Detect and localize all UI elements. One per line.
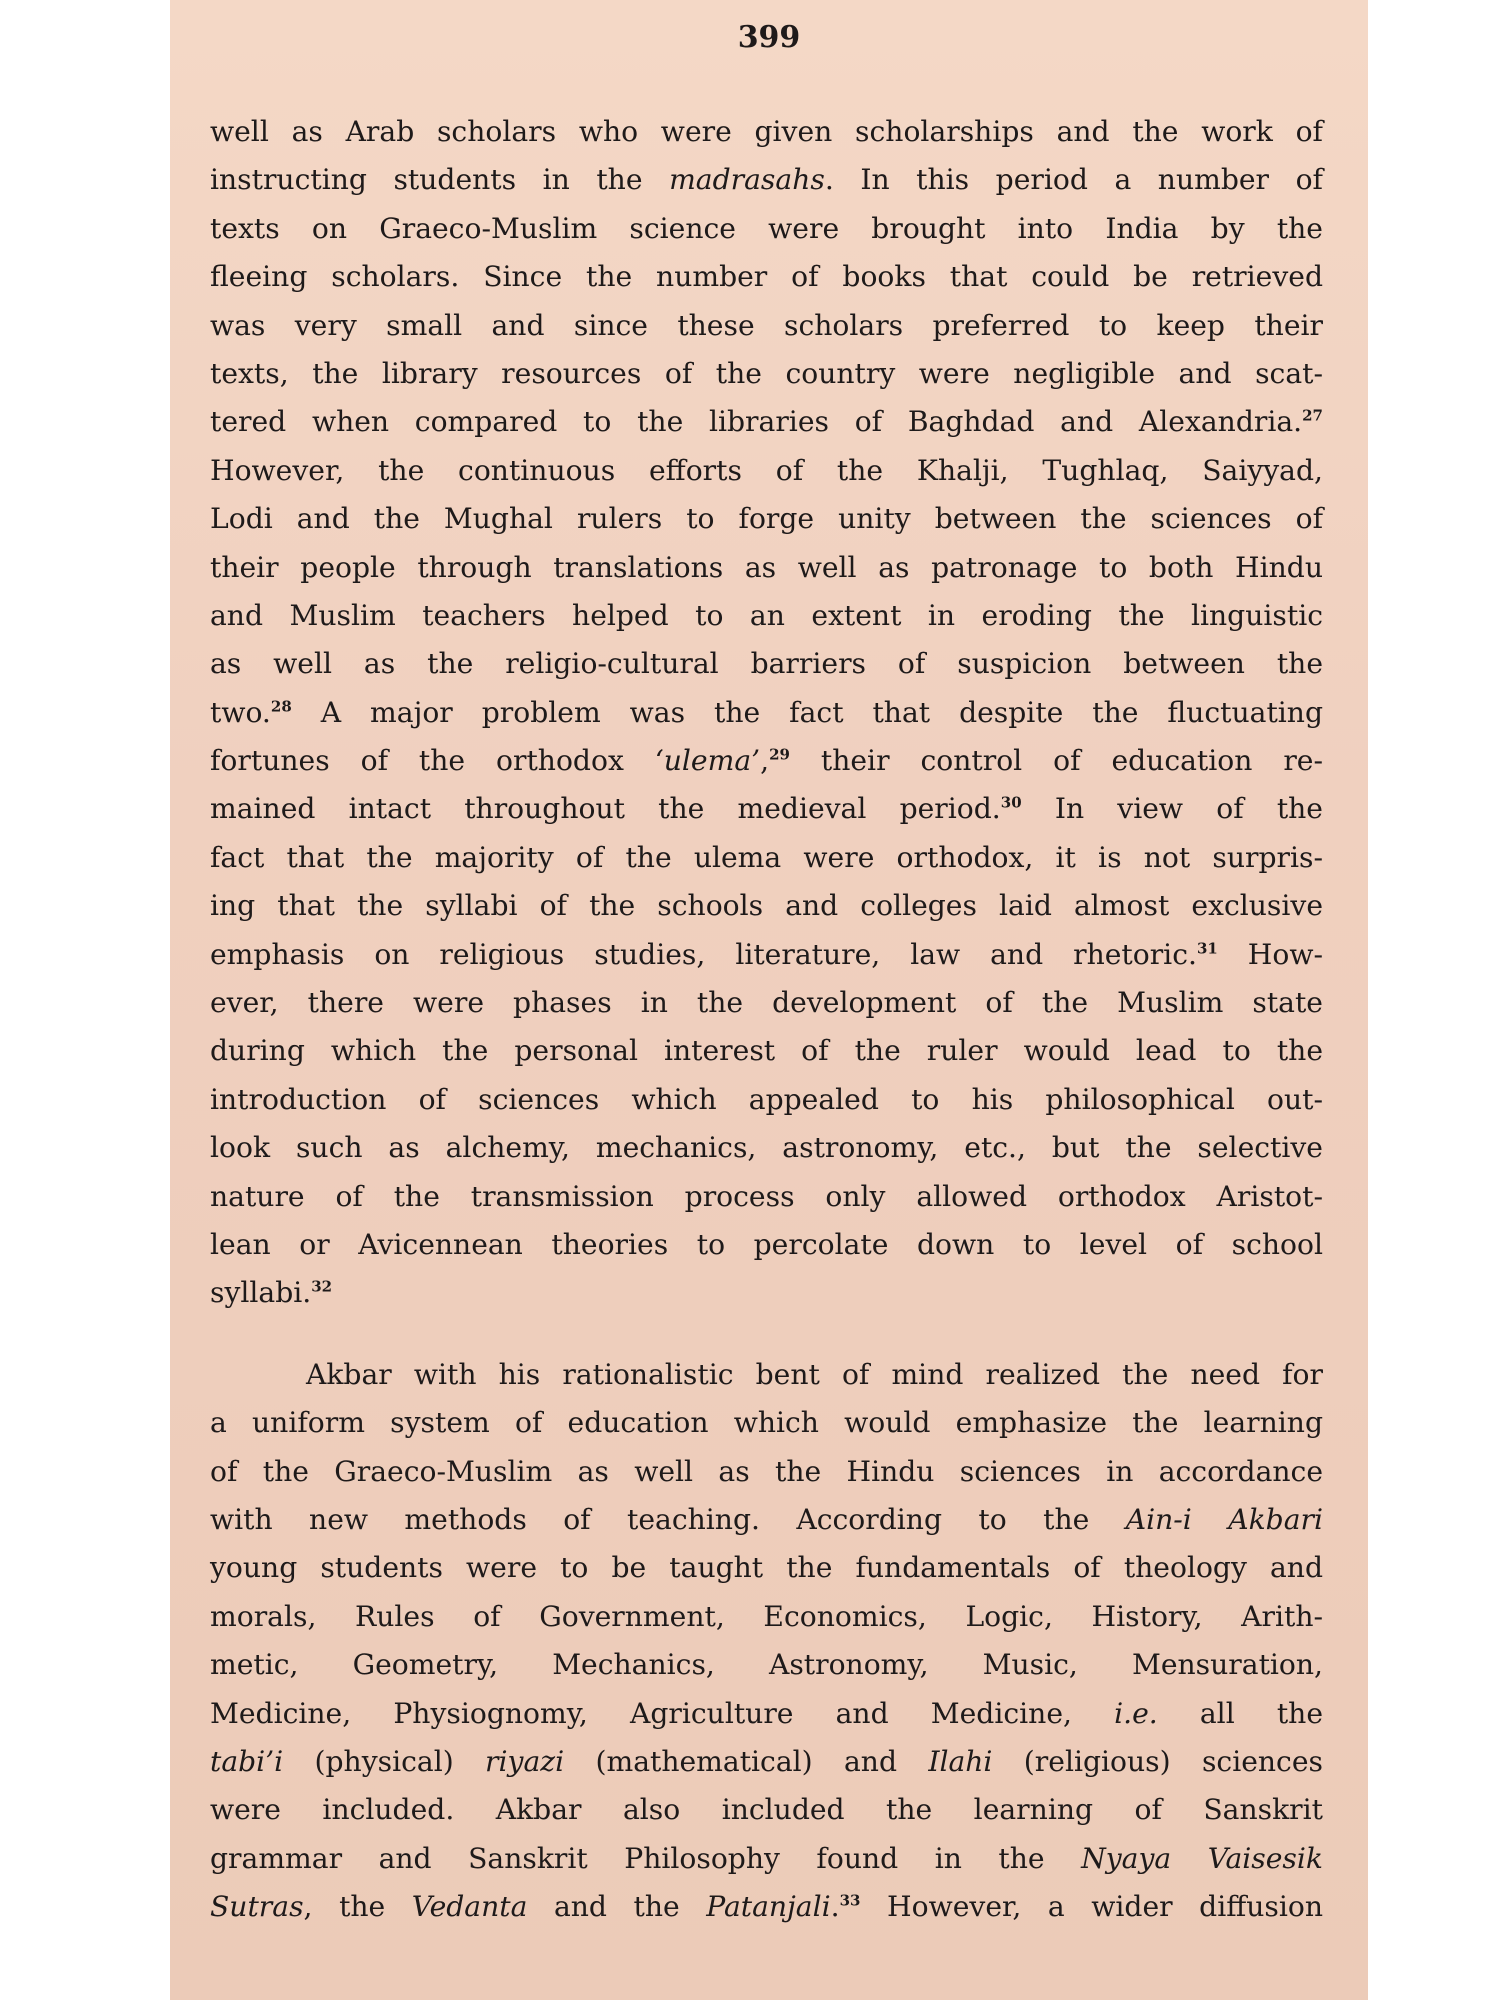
text-line [210,302,1323,350]
text-line [210,1496,1323,1544]
text-run: as well as the religio-cultural barriers of suspicion between the [210,647,1323,681]
italic-term: madrasahs [669,163,825,197]
text-run: mained intact throughout the medieval period. [210,792,1001,826]
italic-term: Ain-i Akbari [1125,1502,1323,1536]
text-run: two. [210,695,271,729]
text-line [210,737,1323,785]
text-run: tered when compared to the libraries of Baghdad and Alexandria. [210,405,1303,439]
text-line [210,1593,1323,1641]
text-line [210,108,1323,156]
italic-term: riyazi [485,1744,565,1778]
text-line [210,1027,1323,1075]
text-run: all the [1157,1696,1324,1730]
text-run: instructing students in the [210,163,670,197]
text-line [210,156,1323,204]
text-line [210,1124,1323,1172]
text-run: texts, the library resources of the country were negligible and scat- [210,356,1323,390]
text-run: Lodi and the Mughal rulers to forge unity between the sciences of [210,502,1323,536]
text-line [210,350,1323,398]
footnote-ref: 28 [270,697,292,716]
text-line [210,1173,1323,1221]
text-line [210,1221,1323,1269]
text-line [210,640,1323,688]
text-run: during which the personal interest of the ruler would lead to the [210,1034,1323,1068]
text-run: look such as alchemy, mechanics, astronomy, etc., but the selective [210,1131,1323,1165]
text-line [210,592,1323,640]
text-line [210,544,1323,592]
text-run: grammar and Sanskrit Philosophy found in the [210,1841,1082,1875]
text-run: was very small and since these scholars preferred to keep their [210,308,1323,342]
text-line [210,1448,1323,1496]
text-run: (religious) sciences [992,1744,1323,1778]
text-line [210,1544,1323,1592]
body-text [210,108,1323,1931]
text-run: of the Graeco-Muslim as well as the Hindu sciences in accordance [210,1454,1323,1488]
text-run: . [830,1890,840,1924]
footnote-ref: 33 [839,1891,861,1910]
text-run: their people through translations as well as patronage to both Hindu [210,550,1323,584]
italic-term: Ilahi [928,1744,993,1778]
text-run: A major problem was the fact that despite the fluctuating [291,695,1323,729]
text-run: , [760,744,770,778]
text-run: texts on Graeco-Muslim science were brought into India by the [210,211,1323,245]
text-run: with new methods of teaching. According to the [210,1502,1126,1536]
text-line [210,785,1323,833]
text-run: fortunes of the orthodox [210,744,655,778]
text-run: . In this period a number of [824,163,1323,197]
text-run: their control of education re- [789,744,1324,778]
italic-term: Nyaya Vaisesik [1081,1841,1323,1875]
text-run: syllabi. [210,1276,312,1310]
footnote-ref: 30 [1000,793,1022,812]
text-line [210,1835,1323,1883]
text-run: In view of the [1021,792,1323,826]
text-run: young students were to be taught the fundamentals of theology and [210,1551,1323,1585]
text-run: morals, Rules of Government, Economics, Logic, History, Arith- [210,1599,1323,1633]
text-line [210,1690,1323,1738]
italic-term: ‘ulema’ [654,744,761,778]
text-run: and the [527,1890,707,1924]
text-run: Akbar with his rationalistic bent of mind realized the need for [306,1357,1323,1391]
italic-term: Sutras [210,1890,304,1924]
text-run: However, a wider diffusion [860,1890,1324,1924]
paragraph-gap [210,1318,1323,1351]
page-number: 399 [737,20,801,55]
text-run: lean or Avicennean theories to percolate down to level of school [210,1227,1323,1261]
text-run: were included. Akbar also included the learning of Sanskrit [210,1793,1323,1827]
text-line [210,1076,1323,1124]
text-line [210,979,1323,1027]
text-line [210,689,1323,737]
footnote-ref: 31 [1196,939,1218,958]
text-line [210,1269,1323,1317]
scanned-book-page [170,0,1368,2000]
text-run: metic, Geometry, Mechanics, Astronomy, Music, Mensuration, [210,1648,1323,1682]
text-run: ing that the syllabi of the schools and colleges laid almost exclusive [210,889,1323,923]
paragraph-1 [210,108,1323,1318]
text-run: (mathematical) and [564,1744,929,1778]
text-line [210,1641,1323,1689]
text-line [210,398,1323,446]
italic-term: tabi’i [210,1744,284,1778]
italic-term: Patanjali [706,1890,831,1924]
text-line [210,1399,1323,1447]
text-run: emphasis on religious studies, literature, law and rhetoric. [210,937,1197,971]
text-line [210,495,1323,543]
text-run: well as Arab scholars who were given scholarships and the work of [210,115,1323,148]
text-run: (physical) [283,1744,486,1778]
footnote-ref: 27 [1302,406,1323,425]
text-line [210,205,1323,253]
text-run: However, the continuous efforts of the Khalji, Tughlaq, Saiyyad, [210,453,1323,487]
text-run: fleeing scholars. Since the number of books that could be retrieved [210,260,1323,294]
text-run: and Muslim teachers helped to an extent in eroding the linguistic [210,598,1323,632]
text-line [210,1351,1323,1399]
text-run: How- [1217,937,1324,971]
text-line [210,447,1323,495]
text-line [210,253,1323,301]
text-line [210,834,1323,882]
text-run: , the [303,1890,412,1924]
paragraph-2 [210,1351,1323,1932]
text-run: Medicine, Physiognomy, Agriculture and Medicine, [210,1696,1115,1730]
text-line [210,882,1323,930]
footnote-ref: 32 [311,1277,333,1296]
italic-term: Vedanta [411,1890,528,1924]
text-line [210,1786,1323,1834]
text-run: a uniform system of education which would emphasize the learning [210,1406,1323,1440]
text-line [210,1883,1323,1931]
text-run: ever, there were phases in the development of the Muslim state [210,986,1323,1020]
text-run: fact that the majority of the ulema were orthodox, it is not surpris- [210,840,1323,874]
italic-term: i.e. [1114,1696,1158,1730]
text-run: introduction of sciences which appealed to his philosophical out- [210,1082,1323,1116]
text-run: nature of the transmission process only allowed orthodox Aristot- [210,1179,1323,1213]
footnote-ref: 29 [769,745,790,764]
text-line [210,931,1323,979]
text-line [210,1738,1323,1786]
